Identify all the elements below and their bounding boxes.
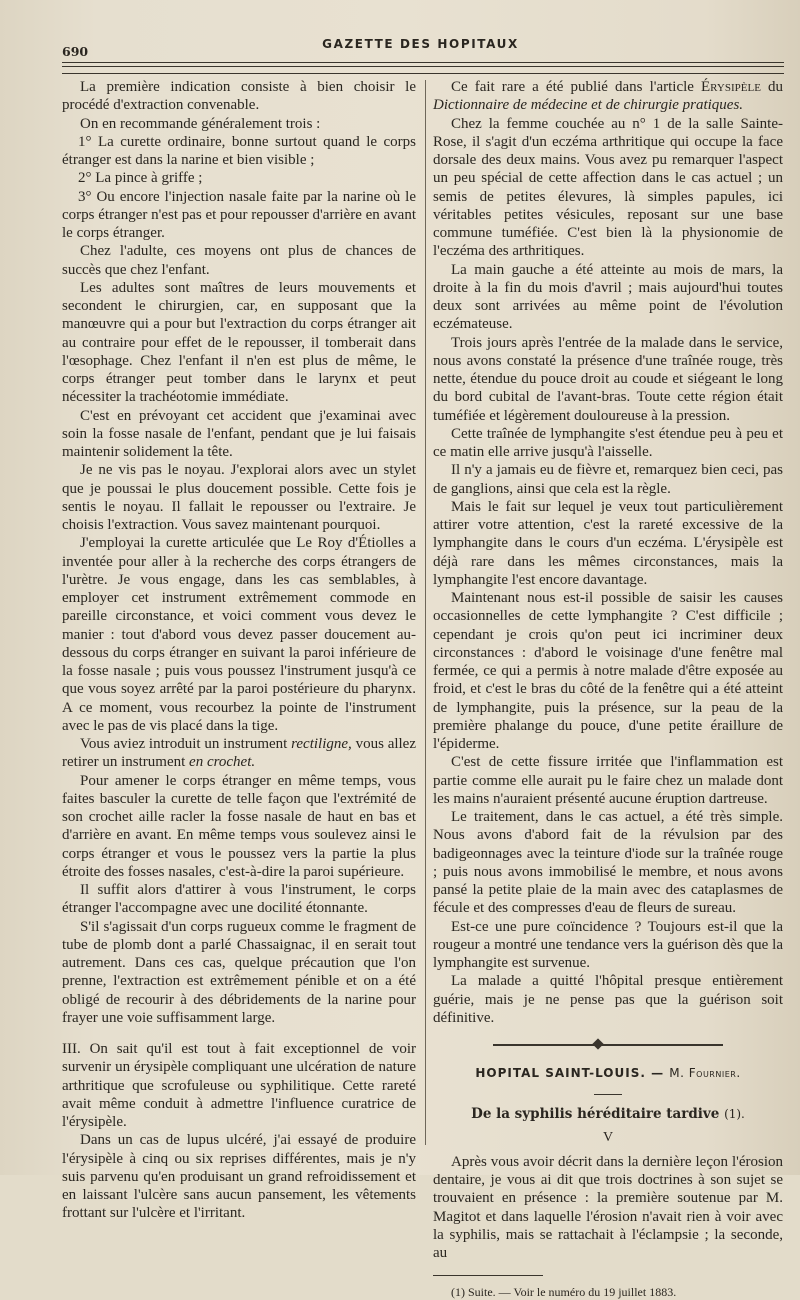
lecture-number: V: [602, 1129, 614, 1145]
paragraph: La première indication consiste à bien choisir le procédé d'extraction convenable.: [62, 79, 416, 114]
paragraph: La malade a quitté l'hôpital presque entièrement guérie, mais je ne pense pas que la guérison soit définitive.: [433, 973, 783, 1026]
paragraph: [62, 735, 416, 772]
italic-text: rectiligne,: [291, 736, 352, 752]
header-rule: [62, 62, 784, 63]
paragraph: Maintenant nous est-il possible de saisir les causes occasionnelles de cette lymphangite ? C'est difficile ; cependant je crois qu'on peut ici incriminer deux circonstances : d'abord le voisinage d'une fenêtre mal fermée, ce qui a permis à notre malade d'être exposée au froid, et c'est le bras du côté de la fenêtre qui a été atteint de lymphangite, puis la présence, sur la peau de la première phalange du pouce, d'une petite éraillure de l'épiderme.: [433, 590, 783, 752]
hospital-name: HOPITAL SAINT-LOUIS. —: [475, 1066, 665, 1080]
page-header: [58, 30, 783, 60]
paragraph: Chez l'adulte, ces moyens ont plus de chances de succès que chez l'enfant.: [62, 243, 416, 278]
text-run: Ce fait rare a été publié dans l'article: [451, 79, 702, 95]
paragraph: Pour amener le corps étranger en même temps, vous faites basculer la curette de telle façon que l'extrémité de son crochet aille racler la fosse nasale de haut en bas et d'arrière en avant. En même temps vous soulevez ainsi le corps étranger et vous le poussez vers la partie la plus étroite des fosses nasales, c'est-à-dire la paroi supérieure.: [62, 772, 416, 880]
list-item: 3° Ou encore l'injection nasale faite par la narine où le corps étranger n'est pas et pour repousser d'arrière en avant le corps étranger.: [62, 188, 417, 241]
short-divider: [594, 1094, 622, 1095]
list-item: 1° La curette ordinaire, bonne surtout quand le corps étranger est dans la narine et bien visible ;: [62, 133, 416, 168]
paragraph: Chez la femme couchée au n° 1 de la salle Sainte-Rose, il s'agit d'un eczéma arthritique qui occupe la face dorsale des deux mains. Vous avez pu remarquer l'aspect un peu spécial de cette affection dans le cas actuel ; un semis de petites élevures, là simples papules, ici véritables petites vésicules, reposant sur une base commune tuméfiée. C'est bien là la physionomie de l'eczéma des arthritiques.: [433, 115, 783, 260]
right-column: [433, 78, 783, 1300]
paragraph: Les adultes sont maîtres de leurs mouvements et secondent le chirurgien, car, en supposant que la manœuvre qui a pour but l'extraction du corps étranger ait au contraire pour effet de le repousser, il tomberait dans l'œsophage. Chez l'enfant il n'en est plus de même, le corps étranger peut tomber dans le larynx et peut nécessiter la trachéotomie immédiate.: [62, 279, 416, 406]
paragraph: On en recommande généralement trois :: [80, 115, 321, 132]
italic-text: Dictionnaire de médecine et de chirurgie pratiques.: [433, 97, 744, 114]
column-divider: [425, 80, 426, 1145]
paragraph: Trois jours après l'entrée de la malade dans le service, nous avons constaté la présence d'une traînée rouge, très nette, étendue du pouce droit au coude et siégeant le long du bord cubital de l'avant-bras. Toute cette région était tuméfiée et légèrement douloureuse à la pression.: [433, 334, 783, 424]
italic-text: en crochet.: [189, 754, 256, 771]
page-number: 690: [62, 44, 89, 59]
left-column: [62, 78, 416, 1223]
paragraph: C'est en prévoyant cet accident que j'examinai avec soin la fosse nasale de l'enfant, pendant que je lui faisais maintenir solidement la tête.: [62, 407, 416, 460]
paragraph: S'il s'agissait d'un corps rugueux comme le fragment de tube de plomb dont a parlé Chassaignac, il en serait tout autrement. Dans ces cas, quelque précaution que l'on prenne, l'extraction est extrêmement pénible et on a été obligé de recourir à des débridements de la narine pour frayer une voie suffisamment large.: [62, 918, 416, 1026]
lecture-title-text: De la syphilis héréditaire tardive: [471, 1106, 720, 1123]
paragraph: Cette traînée de lymphangite s'est étendue peu à peu et ce matin elle arrive jusqu'à l'aisselle.: [433, 425, 783, 460]
footnote: (1) Suite. — Voir le numéro du 19 juillet 1883.: [451, 1285, 677, 1300]
paragraph: Après vous avoir décrit dans la dernière leçon l'érosion dentaire, je vous ai dit que trois doctrines à son sujet se trouvaient en présence : la première soutenue par M. Magitot et dans laquelle l'érosion n'avait rien à voir avec la syphilis, mais se rattachait à l'éclampsie ; la seconde, au: [433, 1153, 783, 1261]
footnote-reference[interactable]: (1).: [724, 1107, 745, 1122]
ornamental-divider: [493, 1040, 723, 1050]
lecture-title: [433, 1105, 783, 1123]
text-run: vous allez retirer un instrument: [62, 736, 417, 771]
paragraph: C'est de cette fissure irritée que l'inflammation est partie comme elle aurait pu le faire chez un malade dont les mains n'auraient présenté aucune éruption dartreuse.: [433, 754, 783, 807]
section-heading: [433, 1064, 783, 1082]
diamond-ornament-icon: [592, 1038, 603, 1049]
small-caps-text: Érysipèle: [701, 79, 761, 95]
text-run: du: [760, 79, 783, 95]
header-rule: [62, 66, 784, 67]
text-run: Vous aviez introduit un instrument: [80, 736, 292, 752]
journal-title: GAZETTE DES HOPITAUX: [322, 37, 519, 51]
paragraph: Est-ce une pure coïncidence ? Toujours est-il que la rougeur a montré une tendance vers la guérison dès que la lymphangite est survenue.: [433, 918, 783, 971]
doctor-name: M. Fournier.: [669, 1066, 741, 1080]
list-item: 2° La pince à griffe ;: [78, 170, 203, 187]
paragraph: Il suffit alors d'attirer à vous l'instrument, le corps étranger l'accompagne avec une docilité étonnante.: [62, 882, 416, 917]
footnote-divider: [433, 1275, 543, 1276]
paragraph: [433, 78, 783, 115]
paragraph: J'employai la curette articulée que Le Roy d'Étiolles a inventée pour aller à la recherche des corps étrangers de l'urètre. Je vous engage, dans les cas semblables, à employer cet instrument extrêmement commode en pareille circonstance, et voici comment vous devez le manier : tout d'abord vous devez passer doucement au-dessous du corps étranger en suivant la paroi inférieure de la fosse nasale ; puis vous poussez l'instrument jusqu'à ce que vous soyez arrêté par la paroi postérieure du pharynx. A ce moment, vous recourbez la pointe de l'instrument avec le pas de vis placé dans la tige.: [62, 535, 416, 734]
paragraph: La main gauche a été atteinte au mois de mars, la droite à la fin du mois d'avril ; mais aujourd'hui toutes deux sont arrivées au même point de l'évolution eczémateuse.: [433, 261, 783, 333]
paragraph: Mais le fait sur lequel je veux tout particulièrement attirer votre attention, c'est la rareté excessive de la lymphangite dans le cours d'un eczéma. L'érysipèle est déjà rare dans les mêmes circonstances, mais la lymphangite l'est encore davantage.: [433, 498, 783, 588]
header-rule: [62, 73, 784, 74]
paragraph: Dans un cas de lupus ulcéré, j'ai essayé de produire l'érysipèle à cinq ou six reprises différentes, mais je n'y suis parvenu qu'en produisant un grand refroidissement et en laissant l'ulcère sans aucun pansement, les vêtements frottant sur l'ulcère et l'irritant.: [62, 1132, 416, 1222]
paragraph: Il n'y a jamais eu de fièvre et, remarquez bien ceci, pas de ganglions, ainsi que cela est la règle.: [433, 462, 783, 497]
section-paragraph: III. On sait qu'il est tout à fait exceptionnel de voir survenir un érysipèle compliquant une ulcération de nature arthritique que scrofuleuse ou syphilitique. Cette rareté avait même conduit à admettre l'influence curatrice de l'érysipèle.: [62, 1041, 416, 1130]
paragraph: Le traitement, dans le cas actuel, a été très simple. Nous avons d'abord fait de la révulsion par des badigeonnages avec la teinture d'iode sur la traînée rouge ; puis nous avons immobilisé le membre, et nous avons pansé la petite plaie de la main avec des cataplasmes de fécule et des compresses d'eau de fleurs de sureau.: [433, 809, 783, 917]
paragraph: Je ne vis pas le noyau. J'explorai alors avec un stylet que je poussai le plus doucement possible. Cette fois je sentis le noyau. Il fallait le repousser ou l'extraire. Je choisis l'extraction. Vous savez maintenant pourquoi.: [62, 462, 416, 533]
